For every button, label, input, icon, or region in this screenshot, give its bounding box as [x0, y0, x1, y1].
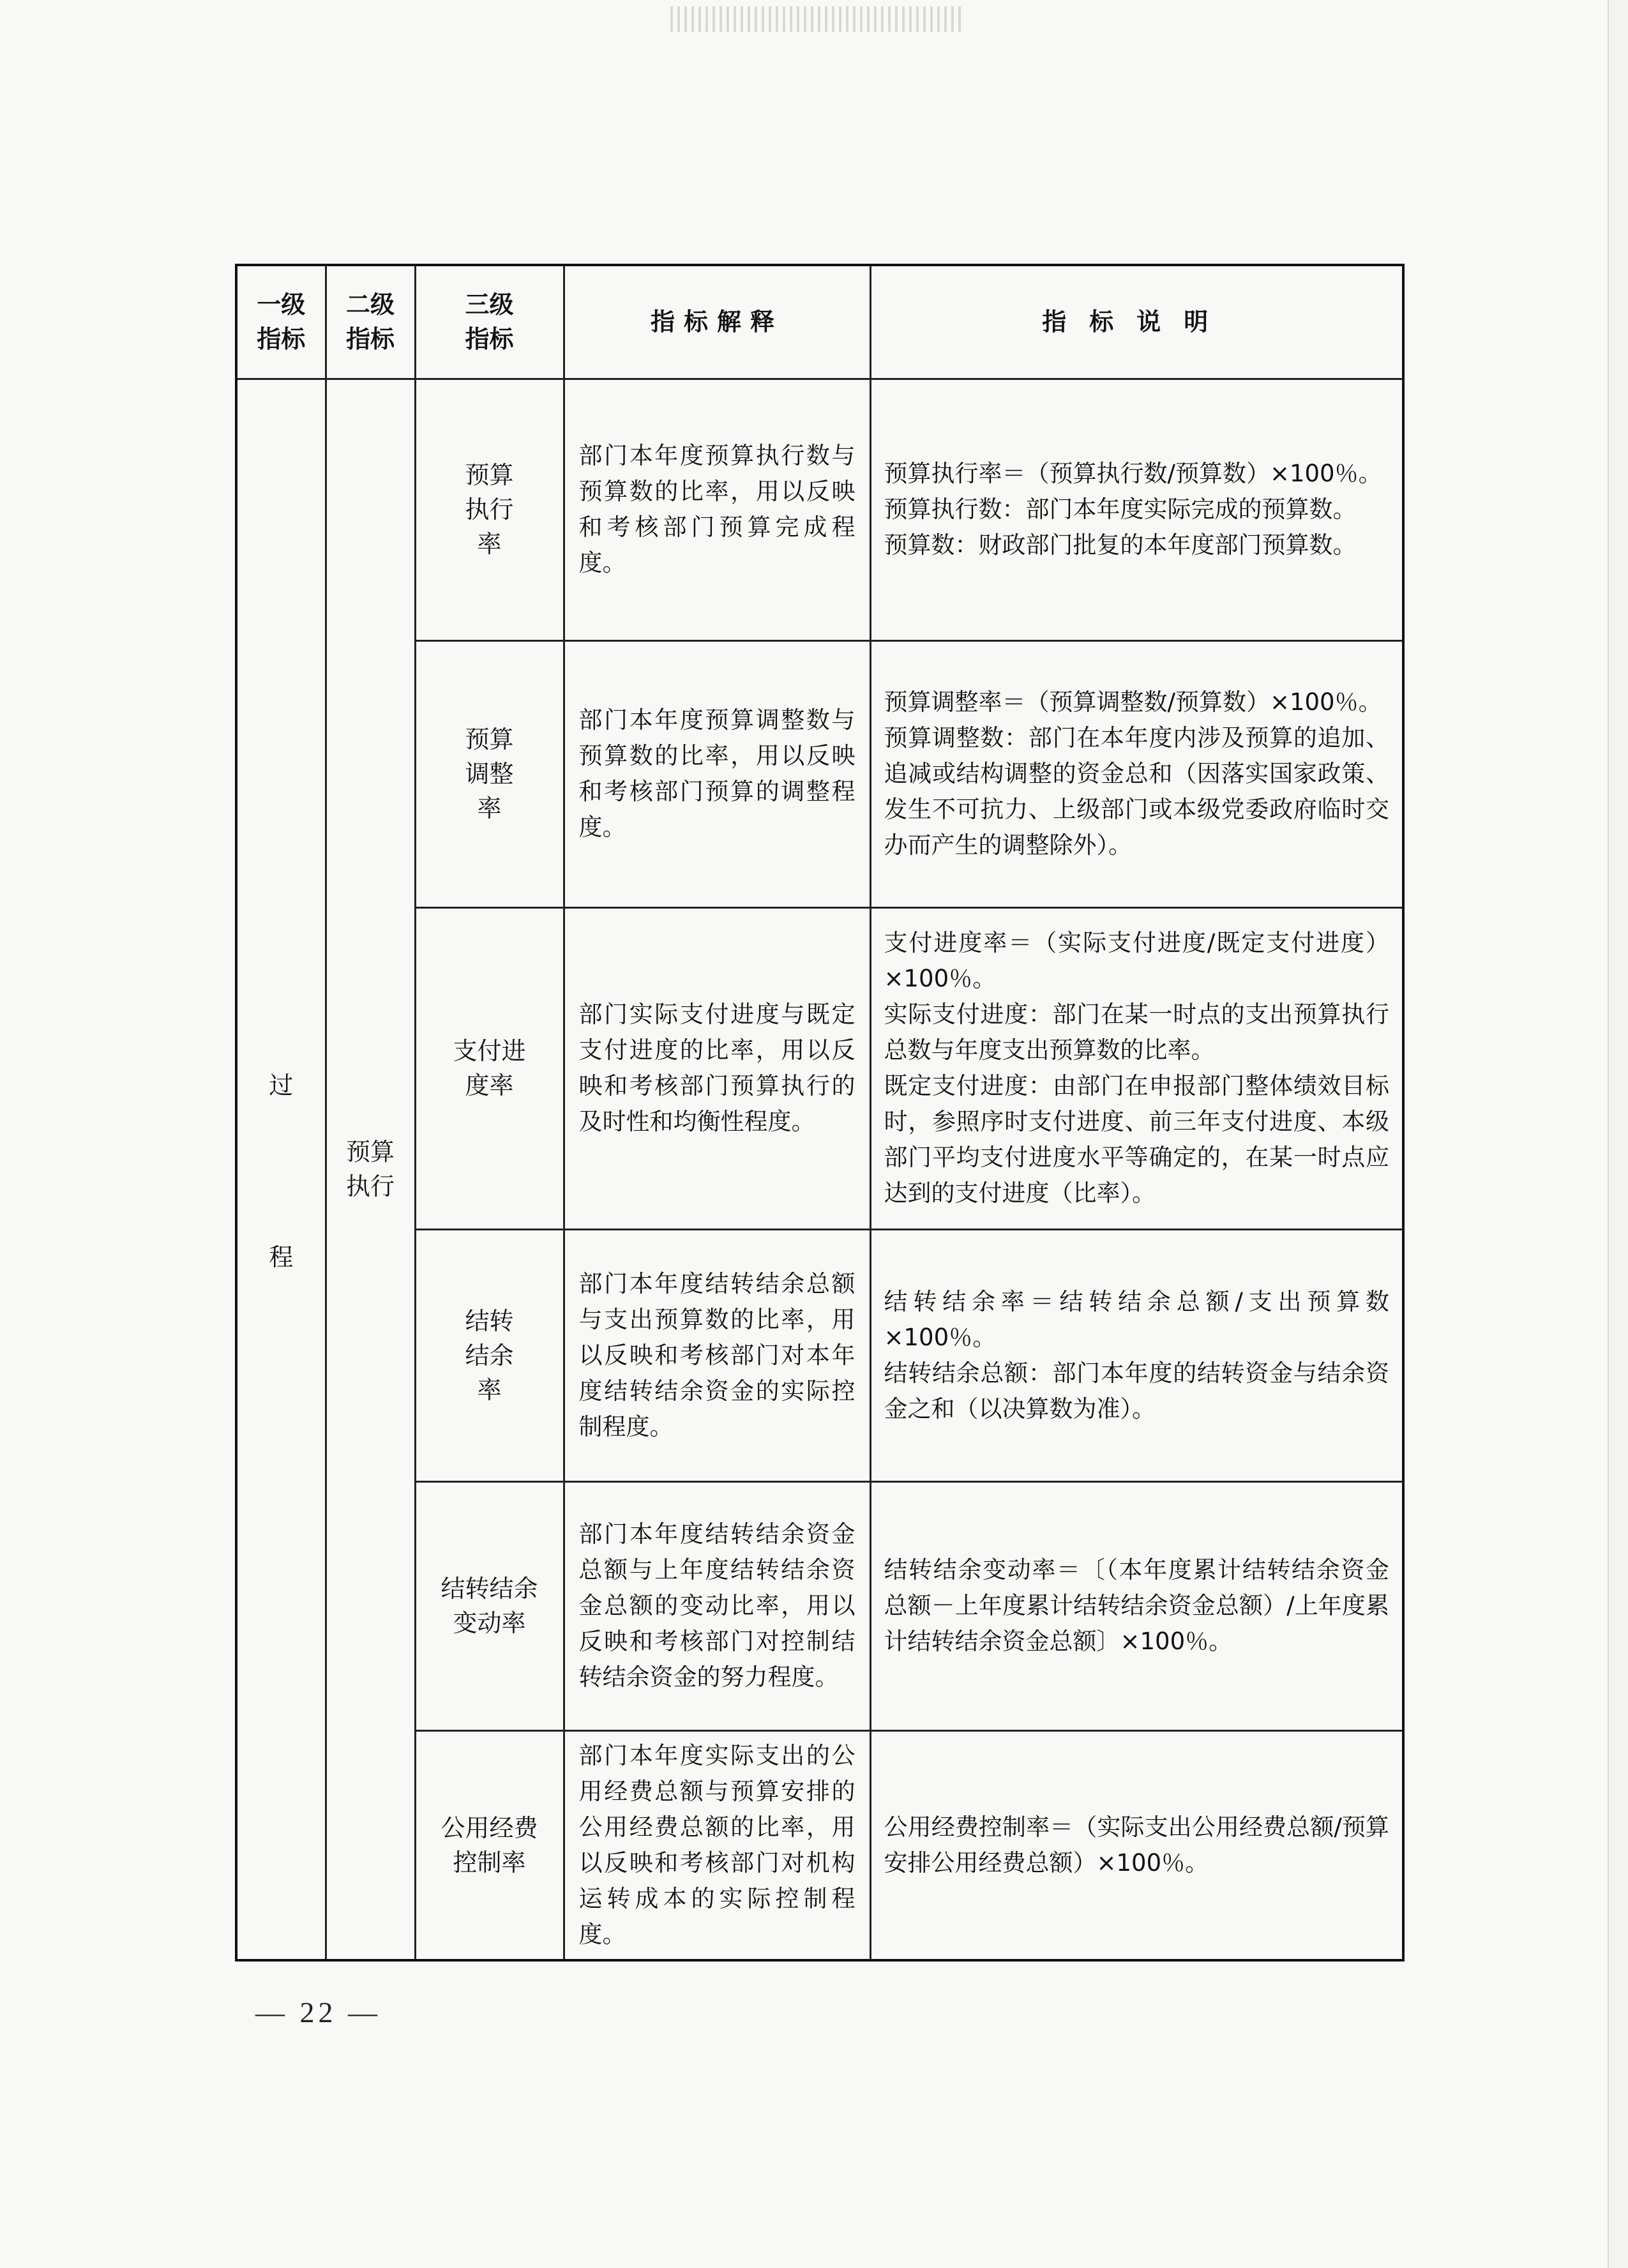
description-line: 预算数：财政部门批复的本年度部门预算数。: [884, 531, 1357, 559]
row-name-cell: 结转结余率: [415, 1229, 564, 1481]
header-level1: 一级指标: [236, 265, 326, 379]
row-explanation-cell: 部门本年度结转结余总额与支出预算数的比率，用以反映和考核部门对本年度结转结余资金的实际控制程度。: [564, 1229, 870, 1481]
row-description-cell: [870, 640, 1403, 907]
level2-cell: 预算执行: [326, 379, 415, 1960]
level1-char-1: 过: [269, 1071, 294, 1100]
row-name-cell: 公用经费控制率: [415, 1730, 564, 1960]
row-name-cell: 支付进度率: [415, 907, 564, 1229]
description-line: 公用经费控制率＝（实际支出公用经费总额/预算安排公用经费总额）×100％。: [884, 1813, 1389, 1877]
description-line: 预算调整数：部门在本年度内涉及预算的追加、追减或结构调整的资金总和（因落实国家政策、发生不可抗力、上级部门或本级党委政府临时交办而产生的调整除外）。: [884, 724, 1389, 859]
header-level3: 三级指标: [415, 265, 564, 379]
row-name-cell: 预算调整率: [415, 640, 564, 907]
row-explanation-cell: 部门本年度预算调整数与预算数的比率，用以反映和考核部门预算的调整程度。: [564, 640, 870, 907]
row-name-cell: 预算执行率: [415, 379, 564, 640]
page-number: — 22 —: [255, 1996, 381, 2029]
header-explanation: 指标解释: [564, 265, 870, 379]
description-line: 结转结余率＝结转结余总额/支出预算数×100％。: [884, 1287, 1389, 1351]
row-description-cell: [870, 1481, 1403, 1730]
level1-char-2: 程: [269, 1243, 294, 1272]
row-explanation-cell: 部门本年度预算执行数与预算数的比率，用以反映和考核部门预算完成程度。: [564, 379, 870, 640]
description-line: 结转结余变动率＝〔（本年度累计结转结余资金总额－上年度累计结转结余资金总额）/上年度累计结转结余资金总额〕×100％。: [884, 1556, 1389, 1655]
row-explanation-cell: 部门实际支付进度与既定支付进度的比率，用以反映和考核部门预算执行的及时性和均衡性程度。: [564, 907, 870, 1229]
indicator-table-wrapper: [235, 264, 1402, 1959]
description-line: 既定支付进度：由部门在申报部门整体绩效目标时，参照序时支付进度、前三年支付进度、本级部门平均支付进度水平等确定的，在某一时点应达到的支付进度（比率）。: [884, 1072, 1389, 1207]
header-level2: 二级指标: [326, 265, 415, 379]
description-line: 结转结余总额：部门本年度的结转资金与结余资金之和（以决算数为准）。: [884, 1359, 1389, 1423]
description-line: 实际支付进度：部门在某一时点的支出预算执行总数与年度支出预算数的比率。: [884, 1001, 1389, 1064]
row-description-cell: [870, 379, 1403, 640]
row-description-cell: [870, 907, 1403, 1229]
row-explanation-cell: 部门本年度实际支出的公用经费总额与预算安排的公用经费总额的比率，用以反映和考核部门对机构运转成本的实际控制程度。: [564, 1730, 870, 1960]
scan-smudge: [670, 6, 964, 32]
row-explanation-cell: 部门本年度结转结余资金总额与上年度结转结余资金总额的变动比率，用以反映和考核部门对控制结转结余资金的努力程度。: [564, 1481, 870, 1730]
description-line: 预算执行率＝（预算执行数/预算数）×100％。: [884, 460, 1382, 487]
description-line: 预算执行数：部门本年度实际完成的预算数。: [884, 495, 1357, 523]
description-line: 支付进度率＝（实际支付进度/既定支付进度）×100％。: [884, 929, 1389, 992]
row-description-cell: [870, 1730, 1403, 1960]
indicator-table: [235, 264, 1405, 1962]
description-line: 预算调整率＝（预算调整数/预算数）×100％。: [884, 688, 1382, 716]
row-name-cell: 结转结余变动率: [415, 1481, 564, 1730]
row-description-cell: [870, 1229, 1403, 1481]
level1-cell: [236, 379, 326, 1960]
header-description: 指标说明: [870, 265, 1403, 379]
